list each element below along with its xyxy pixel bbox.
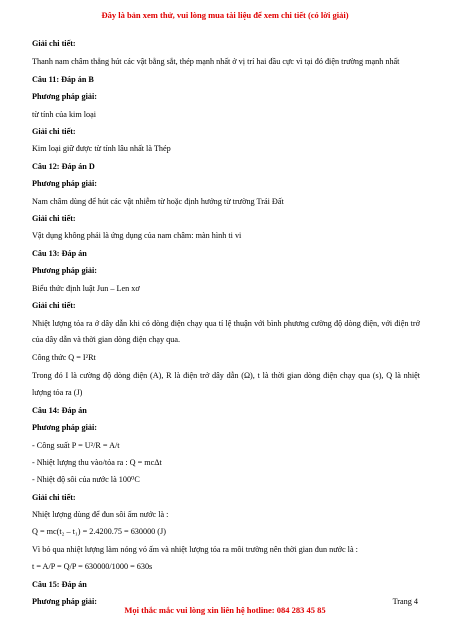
body-text: Vì bỏ qua nhiệt lượng làm nóng vỏ ấm và nhiệt lượng tỏa ra môi trường nên thời gian đun nước là : bbox=[32, 544, 358, 554]
section-heading: Giải chi tiết: bbox=[32, 300, 76, 310]
section-heading: Câu 13: Đáp án bbox=[32, 248, 87, 258]
body-text: Vật dụng không phải là ứng dụng của nam châm: màn hình ti vi bbox=[32, 231, 242, 241]
body-text: Nhiệt lượng dùng để đun sôi ấm nước là : bbox=[32, 510, 169, 520]
section-heading: Phương pháp giải: bbox=[32, 179, 97, 189]
body-text: từ tính của kim loại bbox=[32, 109, 97, 119]
section-heading: Giải chi tiết: bbox=[32, 214, 76, 224]
body-text: Thanh nam châm thẳng hút các vật bằng sắt, thép mạnh nhất ở vị trí hai đầu cực vì tại đó điện trường mạnh nhất bbox=[32, 56, 400, 66]
section-heading: Phương pháp giải: bbox=[32, 92, 97, 102]
section-heading: Câu 15: Đáp án bbox=[32, 579, 87, 589]
body-text: Trong đó I là cường độ dòng điện (A), R là điện trở dây dẫn (Ω), t là thời gian dòng điện chạy qua (s), Q là nhiệt lượng tỏa ra (J) bbox=[32, 371, 420, 397]
section-heading: Câu 11: Đáp án B bbox=[32, 74, 94, 84]
section-heading: Câu 14: Đáp án bbox=[32, 405, 87, 415]
body-text: Q = mc(t₂ – t₁) = 2.4200.75 = 630000 (J) bbox=[32, 527, 166, 537]
body-text: - Nhiệt độ sôi của nước là 100⁰C bbox=[32, 475, 140, 485]
body-text: Biểu thức định luật Jun – Len xơ bbox=[32, 283, 140, 293]
section-heading: Phương pháp giải: bbox=[32, 266, 97, 276]
section-heading: Giải chi tiết: bbox=[32, 492, 76, 502]
preview-banner: Đây là bản xem thử, vui lòng mua tài liệu để xem chi tiết (có lời giải) bbox=[101, 10, 349, 20]
section-heading: Giải chi tiết: bbox=[32, 127, 76, 137]
body-text: Công thức Q = I²Rt bbox=[32, 353, 96, 363]
body-text: - Công suất P = U²/R = A/t bbox=[32, 440, 120, 450]
document-body bbox=[32, 40, 420, 615]
section-heading: Câu 12: Đáp án D bbox=[32, 161, 95, 171]
hotline-footer: Mọi thắc mắc vui lòng xin liên hệ hotline: 084 283 45 85 bbox=[124, 605, 326, 615]
section-heading: Giải chi tiết: bbox=[32, 39, 76, 48]
body-text: Nhiệt lượng tỏa ra ở dây dẫn khi có dòng điện chạy qua tỉ lệ thuận với bình phương cường độ dòng điện, với điện trở của dây dẫn và thời gian dòng điện chạy qua. bbox=[32, 318, 420, 345]
body-text: t = A/P = Q/P = 630000/1000 = 630s bbox=[32, 562, 153, 572]
section-heading: Phương pháp giải: bbox=[32, 597, 97, 607]
body-text: - Nhiệt lượng thu vào/tỏa ra : Q = mcΔt bbox=[32, 457, 162, 467]
page-number: Trang 4 bbox=[392, 597, 418, 606]
body-text: Nam châm dùng để hút các vật nhiễm từ hoặc định hướng từ trường Trái Đất bbox=[32, 196, 284, 206]
body-text: Kim loại giữ được từ tính lâu nhất là Thép bbox=[32, 144, 171, 154]
section-heading: Phương pháp giải: bbox=[32, 423, 97, 433]
